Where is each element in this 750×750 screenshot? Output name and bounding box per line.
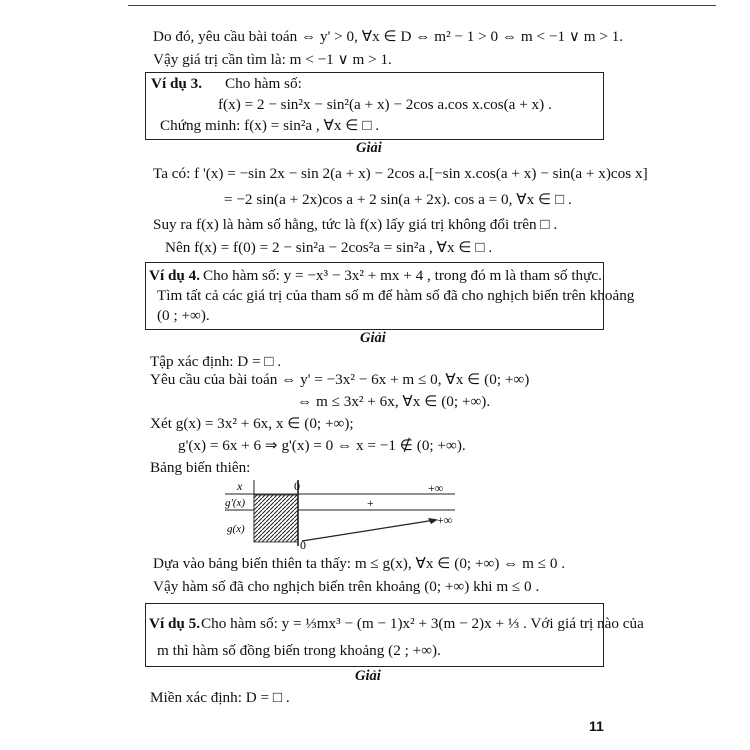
text-line: Cho hàm số: xyxy=(225,75,302,92)
variation-table xyxy=(222,478,462,550)
solution-heading: Giải xyxy=(356,140,382,156)
text-line: Dựa vào bảng biến thiên ta thấy: m ≤ g(x), ∀x ∈ (0; +∞) ⇔ m ≤ 0 . xyxy=(153,555,566,572)
text-line: Do đó, yêu cầu bài toán ⇔ y' > 0, ∀x ∈ D ⇔ m² − 1 > 0 ⇔ m < −1 ∨ m > 1. xyxy=(153,28,624,45)
text-line: Bảng biến thiên: xyxy=(150,459,251,476)
row-label-g: g(x) xyxy=(227,523,245,535)
text-line: Tìm tất cả các giá trị của tham số m để hàm số đã cho nghịch biến trên khoảng xyxy=(157,287,635,304)
x-start-value: 0 xyxy=(294,479,300,493)
page-number: 11 xyxy=(589,718,604,734)
row-label-x: x xyxy=(237,479,243,493)
text-line: ⇔ m ≤ 3x² + 6x, ∀x ∈ (0; +∞). xyxy=(297,393,491,410)
text-line: Nên f(x) = f(0) = 2 − sin²a − 2cos²a = sin²a , ∀x ∈ □ . xyxy=(165,239,493,256)
text-line: Ta có: f '(x) = −sin 2x − sin 2(a + x) − 2cos a.[−sin x.cos(a + x) − sin(a + x)cos x] xyxy=(153,165,648,182)
example-3-label: Ví dụ 3. xyxy=(151,75,203,92)
g-start-value: 0 xyxy=(300,538,306,550)
text-line: Cho hàm số: y = ⅓mx³ − (m − 1)x² + 3(m − 2)x + ⅓ . Với giá trị nào của xyxy=(201,615,644,632)
row-label-gprime: g'(x) xyxy=(225,497,246,509)
text-line: Xét g(x) = 3x² + 6x, x ∈ (0; +∞); xyxy=(150,415,354,432)
text-line: Chứng minh: f(x) = sin²a , ∀x ∈ □ . xyxy=(160,117,380,134)
text-line: Cho hàm số: y = −x³ − 3x² + mx + 4 , trong đó m là tham số thực. xyxy=(203,267,602,284)
text-line: Suy ra f(x) là hàm số hằng, tức là f(x) lấy giá trị không đổi trên □ . xyxy=(153,216,558,233)
increasing-arrow xyxy=(302,520,435,541)
text-line: Miền xác định: D = □ . xyxy=(150,689,290,706)
text-line: m thì hàm số đồng biến trong khoảng (2 ; +∞). xyxy=(157,642,441,659)
example-4-label: Ví dụ 4. xyxy=(149,267,201,284)
solution-heading: Giải xyxy=(355,668,381,684)
x-end-value: +∞ xyxy=(428,481,444,495)
g-end-value: +∞ xyxy=(437,513,453,527)
derivative-sign: + xyxy=(367,496,374,510)
text-line: (0 ; +∞). xyxy=(157,307,210,324)
hatched-region xyxy=(254,495,298,542)
text-line: Tập xác định: D = □ . xyxy=(150,353,282,370)
example-5-label: Ví dụ 5. xyxy=(149,615,201,632)
text-line: Yêu cầu của bài toán ⇔ y' = −3x² − 6x + m ≤ 0, ∀x ∈ (0; +∞) xyxy=(150,371,530,388)
solution-heading: Giải xyxy=(360,330,386,346)
formula: f(x) = 2 − sin²x − sin²(a + x) − 2cos a.cos x.cos(a + x) . xyxy=(218,96,552,113)
top-rule xyxy=(128,5,716,6)
text-line: Vậy giá trị cần tìm là: m < −1 ∨ m > 1. xyxy=(153,51,392,68)
text-line: Vậy hàm số đã cho nghịch biến trên khoảng (0; +∞) khi m ≤ 0 . xyxy=(153,578,540,595)
text-line: = −2 sin(a + 2x)cos a + 2 sin(a + 2x). cos a = 0, ∀x ∈ □ . xyxy=(224,191,572,208)
text-line: g'(x) = 6x + 6 ⇒ g'(x) = 0 ⇔ x = −1 ∉ (0; +∞). xyxy=(178,437,466,454)
